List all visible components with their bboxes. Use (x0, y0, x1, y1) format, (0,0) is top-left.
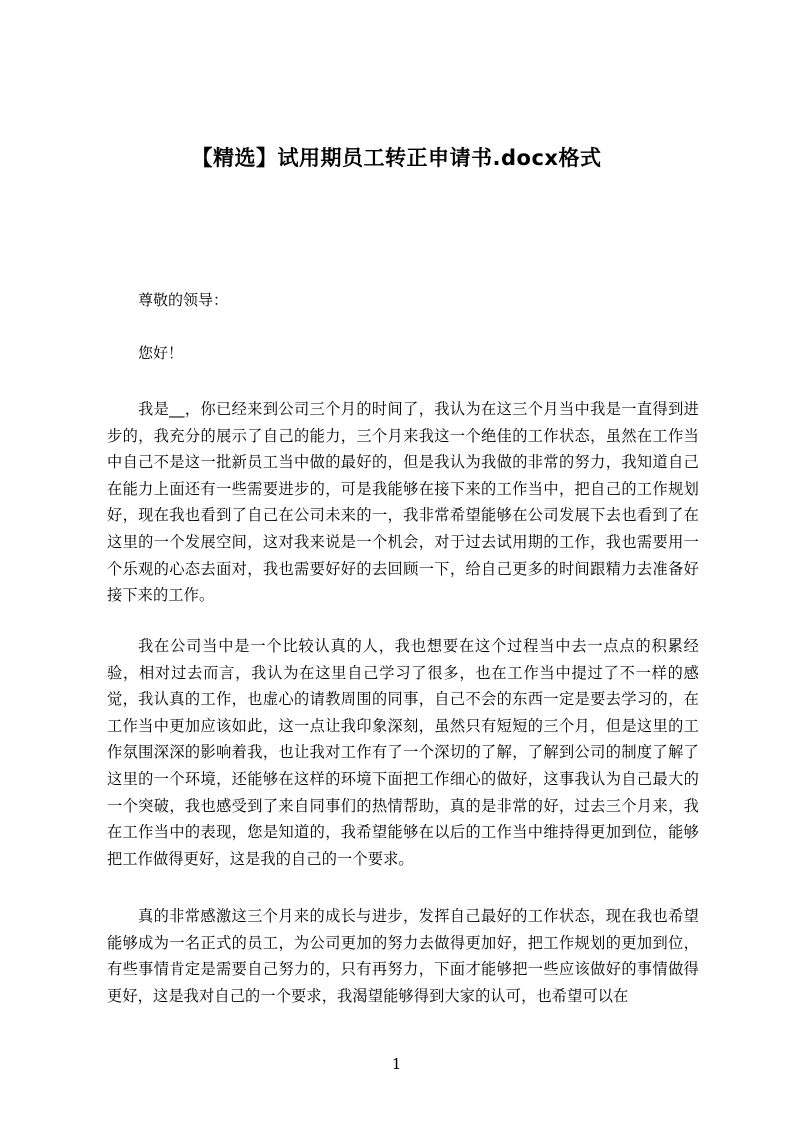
paragraph-2: 我在公司当中是一个比较认真的人，我也想要在这个过程当中去一点点的积累经验，相对过去而言，我认为在这里自己学习了很多，也在工作当中提过了不一样的感觉，我认真的工作，也虚心的请教周围的同事，自己不会的东西一定是要去学习的，在工作当中更加应该如此，这一点让我印象深刻，虽然只有短短的三个月，但是这里的工作氛围深深的影响着我，也让我对工作有了一个深切的了解，了解到公司的制度了解了这里的一个环境，还能够在这样的环境下面把工作细心的做好，这事我认为自己最大的一个突破，我也感受到了来自同事们的热情帮助，真的是非常的好，过去三个月来，我在工作当中的表现，您是知道的，我希望能够在以后的工作当中维持得更加到位，能够把工作做得更好，这是我的自己的一个要求。 (107, 637, 699, 868)
paragraph-1: 我是__，你已经来到公司三个月的时间了，我认为在这三个月当中我是一直得到进步的，我充分的展示了自己的能力，三个月来我这一个绝佳的工作状态，虽然在工作当中自己不是这一批新员工当中做的最好的，但是我认为我做的非常的努力，我知道自己在能力上面还有一些需要进步的，可是我能够在接下来的工作当中，把自己的工作规划好，现在我也看到了自己在公司未来的一，我非常希望能够在公司发展下去也看到了在这里的一个发展空间，这对我来说是一个机会，对于过去试用期的工作，我也需要用一个乐观的心态去面对，我也需要好好的去回顾一下，给自己更多的时间跟精力去准备好接下来的工作。 (107, 400, 699, 605)
hello-line: 您好！ (138, 344, 184, 362)
page-number: 1 (391, 1055, 402, 1073)
greeting: 尊敬的领导： (138, 291, 229, 309)
document-title: 【精选】试用期员工转正申请书.docx格式 (191, 146, 602, 170)
paragraph-3: 真的非常感激这三个月来的成长与进步，发挥自己最好的工作状态，现在我也希望能够成为一名正式的员工，为公司更加的努力去做得更加好，把工作规划的更加到位，有些事情肯定是需要自己努力的，只有再努力，下面才能够把一些应该做好的事情做得更好，这是我对自己的一个要求，我渴望能够得到大家的认可，也希望可以在 (107, 907, 699, 1005)
